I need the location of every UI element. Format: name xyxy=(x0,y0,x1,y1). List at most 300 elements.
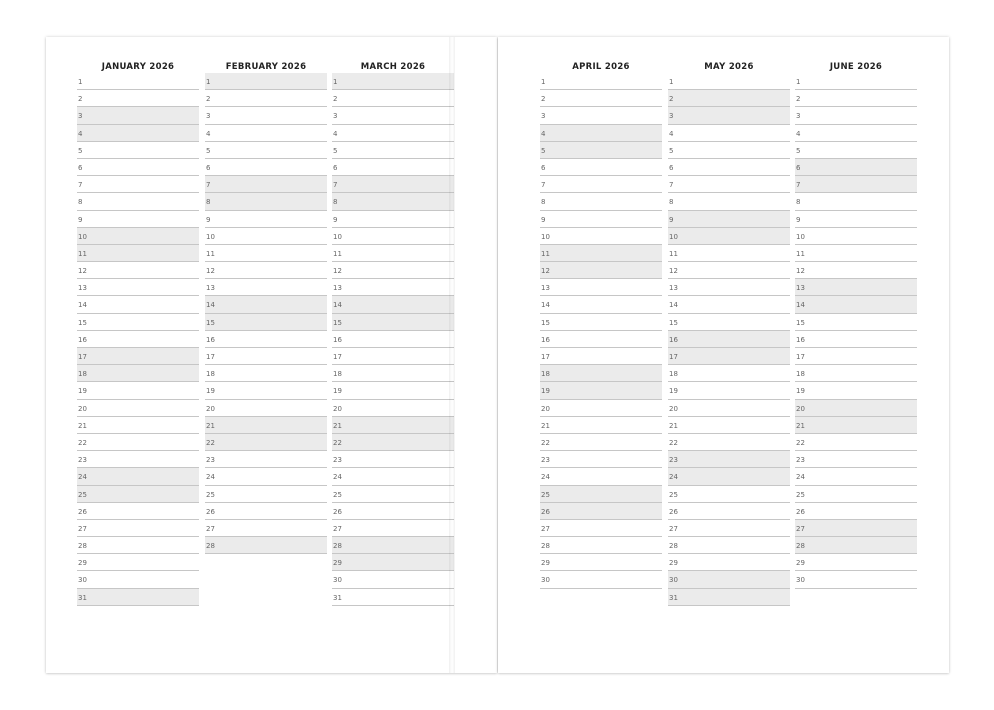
day-row xyxy=(795,176,917,193)
day-row xyxy=(795,486,917,503)
day-number: 7 xyxy=(333,181,338,190)
month-title: FEBRUARY 2026 xyxy=(225,62,307,72)
day-row xyxy=(77,520,199,537)
day-row xyxy=(77,365,199,382)
day-row xyxy=(668,348,790,365)
day-number: 28 xyxy=(541,542,550,551)
day-row xyxy=(795,296,917,313)
day-number: 22 xyxy=(669,438,678,447)
day-row xyxy=(205,503,327,520)
day-number: 4 xyxy=(541,129,546,138)
day-row xyxy=(668,468,790,485)
day-list xyxy=(795,73,917,589)
day-row xyxy=(795,90,917,107)
day-number: 9 xyxy=(669,215,674,224)
day-row xyxy=(668,331,790,348)
day-number: 4 xyxy=(333,129,338,138)
month-title: MAY 2026 xyxy=(704,62,754,72)
month-title: JUNE 2026 xyxy=(829,62,883,72)
day-number: 29 xyxy=(333,559,342,568)
day-number: 28 xyxy=(78,542,87,551)
day-row xyxy=(540,73,662,90)
day-row xyxy=(795,211,917,228)
month-column-april xyxy=(540,62,662,585)
day-row xyxy=(795,73,917,90)
day-number: 17 xyxy=(206,353,215,361)
day-row xyxy=(332,520,454,537)
day-row xyxy=(540,228,662,245)
day-number: 23 xyxy=(796,456,805,465)
day-number: 3 xyxy=(333,112,338,121)
day-number: 5 xyxy=(796,146,801,155)
day-number: 17 xyxy=(78,353,87,361)
planner-spread xyxy=(46,37,949,673)
day-row xyxy=(668,382,790,399)
day-row xyxy=(77,400,199,417)
day-row xyxy=(332,228,454,245)
day-number: 21 xyxy=(796,421,805,430)
day-row xyxy=(668,176,790,193)
day-row xyxy=(205,107,327,124)
day-number: 1 xyxy=(669,78,674,86)
day-row xyxy=(332,382,454,399)
day-list xyxy=(668,73,790,606)
day-number: 6 xyxy=(796,163,801,172)
day-number: 15 xyxy=(669,318,678,327)
day-number: 26 xyxy=(796,507,805,516)
day-number: 9 xyxy=(796,215,801,224)
day-number: 25 xyxy=(333,490,342,499)
day-row xyxy=(540,142,662,159)
day-number: 22 xyxy=(796,438,805,447)
day-row xyxy=(205,262,327,279)
day-row xyxy=(332,400,454,417)
day-number: 12 xyxy=(669,267,678,276)
day-row xyxy=(540,382,662,399)
day-number: 3 xyxy=(541,112,546,121)
day-number: 7 xyxy=(669,181,674,190)
day-row xyxy=(668,125,790,142)
day-row xyxy=(668,73,790,90)
day-number: 22 xyxy=(541,438,550,447)
day-number: 20 xyxy=(78,404,87,413)
day-row xyxy=(77,537,199,554)
day-number: 23 xyxy=(333,456,342,465)
day-row xyxy=(205,537,327,554)
day-number: 19 xyxy=(796,387,805,396)
day-row xyxy=(540,571,662,588)
day-number: 25 xyxy=(206,490,215,499)
day-number: 4 xyxy=(796,129,801,138)
day-number: 2 xyxy=(541,95,546,104)
day-number: 26 xyxy=(206,507,215,516)
day-row xyxy=(668,520,790,537)
day-row xyxy=(795,193,917,210)
day-row xyxy=(795,382,917,399)
day-row xyxy=(668,262,790,279)
day-row xyxy=(77,107,199,124)
day-number: 12 xyxy=(206,267,215,276)
day-number: 13 xyxy=(206,284,215,293)
day-row xyxy=(332,486,454,503)
month-title: MARCH 2026 xyxy=(360,62,426,72)
day-row xyxy=(77,193,199,210)
day-row xyxy=(668,142,790,159)
day-row xyxy=(795,125,917,142)
day-row xyxy=(77,159,199,176)
day-number: 30 xyxy=(541,576,550,585)
day-row xyxy=(540,434,662,451)
day-row xyxy=(795,434,917,451)
day-number: 24 xyxy=(669,473,678,482)
day-row xyxy=(540,503,662,520)
day-row xyxy=(77,314,199,331)
day-number: 25 xyxy=(78,490,87,499)
day-number: 21 xyxy=(541,421,550,430)
day-number: 5 xyxy=(541,146,546,155)
day-number: 9 xyxy=(541,215,546,224)
day-row xyxy=(205,211,327,228)
day-row xyxy=(540,400,662,417)
day-number: 21 xyxy=(206,421,215,430)
day-row xyxy=(205,279,327,296)
day-number: 24 xyxy=(541,473,550,482)
day-row xyxy=(540,537,662,554)
day-number: 1 xyxy=(206,78,211,86)
day-number: 2 xyxy=(796,95,801,104)
day-number: 4 xyxy=(669,129,674,138)
day-number: 1 xyxy=(78,78,83,86)
day-row xyxy=(77,125,199,142)
day-row xyxy=(795,142,917,159)
day-row xyxy=(795,314,917,331)
day-number: 16 xyxy=(78,335,87,344)
day-row xyxy=(668,451,790,468)
day-number: 6 xyxy=(541,163,546,172)
day-number: 2 xyxy=(333,95,338,104)
day-row xyxy=(332,537,454,554)
day-row xyxy=(205,434,327,451)
day-number: 17 xyxy=(333,353,342,361)
day-row xyxy=(332,211,454,228)
day-row xyxy=(795,537,917,554)
day-number: 26 xyxy=(541,507,550,516)
day-number: 25 xyxy=(541,490,550,499)
day-row xyxy=(668,296,790,313)
day-row xyxy=(77,211,199,228)
day-row xyxy=(205,417,327,434)
day-number: 26 xyxy=(78,507,87,516)
day-number: 3 xyxy=(78,112,83,121)
day-number: 26 xyxy=(669,507,678,516)
day-row xyxy=(332,331,454,348)
day-number: 19 xyxy=(78,387,87,396)
day-row xyxy=(668,107,790,124)
day-row xyxy=(77,417,199,434)
day-row xyxy=(332,589,454,606)
day-list xyxy=(205,73,327,554)
day-number: 2 xyxy=(78,95,83,104)
day-row xyxy=(332,296,454,313)
day-row xyxy=(77,382,199,399)
day-number: 20 xyxy=(333,404,342,413)
day-number: 17 xyxy=(796,353,805,361)
day-row xyxy=(332,279,454,296)
day-row xyxy=(205,520,327,537)
day-row xyxy=(668,228,790,245)
day-row xyxy=(795,520,917,537)
day-number: 17 xyxy=(669,353,678,361)
day-row xyxy=(540,554,662,571)
day-row xyxy=(77,90,199,107)
day-row xyxy=(77,176,199,193)
day-number: 11 xyxy=(333,249,342,258)
day-number: 10 xyxy=(541,232,550,241)
day-row xyxy=(77,279,199,296)
day-number: 6 xyxy=(78,163,83,172)
day-number: 16 xyxy=(206,335,215,344)
day-number: 9 xyxy=(333,215,338,224)
day-number: 14 xyxy=(206,301,215,310)
day-number: 8 xyxy=(669,198,674,207)
day-number: 16 xyxy=(541,335,550,344)
day-row xyxy=(540,193,662,210)
day-row xyxy=(205,176,327,193)
day-number: 14 xyxy=(796,301,805,310)
day-row xyxy=(77,228,199,245)
day-number: 10 xyxy=(206,232,215,241)
day-row xyxy=(77,142,199,159)
day-row xyxy=(332,107,454,124)
day-row xyxy=(205,245,327,262)
day-number: 31 xyxy=(669,593,678,602)
day-row xyxy=(795,503,917,520)
day-row xyxy=(540,262,662,279)
day-row xyxy=(332,90,454,107)
day-row xyxy=(795,571,917,588)
day-number: 21 xyxy=(669,421,678,430)
day-number: 14 xyxy=(333,301,342,310)
day-row xyxy=(77,262,199,279)
day-row xyxy=(205,451,327,468)
day-number: 20 xyxy=(541,404,550,413)
day-row xyxy=(540,331,662,348)
day-number: 31 xyxy=(333,593,342,602)
day-number: 24 xyxy=(796,473,805,482)
day-number: 26 xyxy=(333,507,342,516)
day-row xyxy=(205,193,327,210)
day-row xyxy=(205,90,327,107)
day-number: 8 xyxy=(78,198,83,207)
day-number: 15 xyxy=(78,318,87,327)
day-number: 3 xyxy=(206,112,211,121)
day-row xyxy=(668,417,790,434)
day-row xyxy=(332,176,454,193)
day-number: 6 xyxy=(669,163,674,172)
day-number: 11 xyxy=(78,249,87,258)
day-row xyxy=(795,451,917,468)
day-number: 8 xyxy=(333,198,338,207)
day-number: 18 xyxy=(669,370,678,379)
day-number: 18 xyxy=(78,370,87,379)
day-row xyxy=(795,400,917,417)
day-row xyxy=(795,554,917,571)
day-number: 28 xyxy=(206,542,215,551)
day-number: 31 xyxy=(78,593,87,602)
day-row xyxy=(205,142,327,159)
day-number: 16 xyxy=(333,335,342,344)
day-number: 13 xyxy=(78,284,87,293)
day-row xyxy=(205,228,327,245)
day-row xyxy=(205,314,327,331)
day-row xyxy=(332,348,454,365)
day-row xyxy=(332,451,454,468)
day-row xyxy=(540,451,662,468)
day-list xyxy=(540,73,662,589)
day-row xyxy=(540,417,662,434)
day-number: 9 xyxy=(206,215,211,224)
day-row xyxy=(540,176,662,193)
day-row xyxy=(795,417,917,434)
month-column-june xyxy=(795,62,917,585)
day-row xyxy=(77,348,199,365)
day-number: 3 xyxy=(669,112,674,121)
day-row xyxy=(668,434,790,451)
day-number: 30 xyxy=(796,576,805,585)
day-number: 10 xyxy=(333,232,342,241)
day-number: 12 xyxy=(333,267,342,276)
day-number: 5 xyxy=(333,146,338,155)
day-number: 23 xyxy=(206,456,215,465)
day-number: 23 xyxy=(78,456,87,465)
day-number: 6 xyxy=(333,163,338,172)
day-number: 16 xyxy=(669,335,678,344)
day-row xyxy=(205,159,327,176)
day-row xyxy=(77,434,199,451)
day-number: 18 xyxy=(541,370,550,379)
day-number: 30 xyxy=(669,576,678,585)
day-row xyxy=(668,314,790,331)
day-number: 2 xyxy=(206,95,211,104)
day-number: 15 xyxy=(796,318,805,327)
day-row xyxy=(668,159,790,176)
month-title: JANUARY 2026 xyxy=(101,62,175,72)
month-column-january xyxy=(77,62,199,602)
day-number: 25 xyxy=(796,490,805,499)
day-list xyxy=(77,73,199,606)
day-number: 9 xyxy=(78,215,83,224)
day-row xyxy=(795,365,917,382)
day-number: 1 xyxy=(541,78,546,86)
day-number: 20 xyxy=(206,404,215,413)
right-page xyxy=(498,37,949,673)
day-row xyxy=(77,468,199,485)
day-row xyxy=(668,245,790,262)
day-number: 14 xyxy=(78,301,87,310)
day-number: 27 xyxy=(541,524,550,533)
day-row xyxy=(332,503,454,520)
day-number: 27 xyxy=(78,524,87,533)
day-number: 14 xyxy=(541,301,550,310)
day-row xyxy=(332,193,454,210)
day-number: 29 xyxy=(78,559,87,568)
day-row xyxy=(77,296,199,313)
day-number: 28 xyxy=(333,542,342,551)
day-row xyxy=(668,90,790,107)
day-number: 1 xyxy=(796,78,801,86)
day-number: 18 xyxy=(333,370,342,379)
day-number: 19 xyxy=(206,387,215,396)
day-number: 21 xyxy=(333,421,342,430)
day-number: 12 xyxy=(541,267,550,276)
day-row xyxy=(332,245,454,262)
day-number: 13 xyxy=(333,284,342,293)
day-number: 10 xyxy=(669,232,678,241)
day-row xyxy=(332,468,454,485)
day-row xyxy=(540,314,662,331)
day-row xyxy=(668,589,790,606)
day-row xyxy=(668,211,790,228)
day-number: 23 xyxy=(541,456,550,465)
day-number: 28 xyxy=(669,542,678,551)
day-number: 4 xyxy=(206,129,211,138)
day-number: 21 xyxy=(78,421,87,430)
day-row xyxy=(668,365,790,382)
day-row xyxy=(795,262,917,279)
day-number: 2 xyxy=(669,95,674,104)
page-gutter xyxy=(449,37,455,673)
day-row xyxy=(77,245,199,262)
day-row xyxy=(668,571,790,588)
day-number: 28 xyxy=(796,542,805,551)
day-number: 1 xyxy=(333,78,338,86)
day-number: 24 xyxy=(333,473,342,482)
day-number: 4 xyxy=(78,129,83,138)
day-row xyxy=(668,279,790,296)
day-number: 11 xyxy=(541,249,550,258)
day-number: 5 xyxy=(78,146,83,155)
day-row xyxy=(668,537,790,554)
day-row xyxy=(205,296,327,313)
day-row xyxy=(540,125,662,142)
day-row xyxy=(77,571,199,588)
day-row xyxy=(77,589,199,606)
day-number: 27 xyxy=(333,524,342,533)
month-column-may xyxy=(668,62,790,602)
day-number: 7 xyxy=(206,181,211,190)
day-row xyxy=(205,468,327,485)
day-row xyxy=(332,142,454,159)
day-row xyxy=(205,400,327,417)
day-row xyxy=(540,486,662,503)
day-number: 13 xyxy=(796,284,805,293)
day-row xyxy=(332,262,454,279)
day-row xyxy=(332,365,454,382)
day-row xyxy=(77,503,199,520)
day-row xyxy=(205,365,327,382)
day-row xyxy=(540,279,662,296)
day-row xyxy=(540,348,662,365)
day-number: 6 xyxy=(206,163,211,172)
day-number: 5 xyxy=(669,146,674,155)
day-row xyxy=(332,417,454,434)
day-number: 14 xyxy=(669,301,678,310)
month-title: APRIL 2026 xyxy=(572,62,630,72)
day-number: 24 xyxy=(78,473,87,482)
day-row xyxy=(77,73,199,90)
day-row xyxy=(332,73,454,90)
day-row xyxy=(795,348,917,365)
